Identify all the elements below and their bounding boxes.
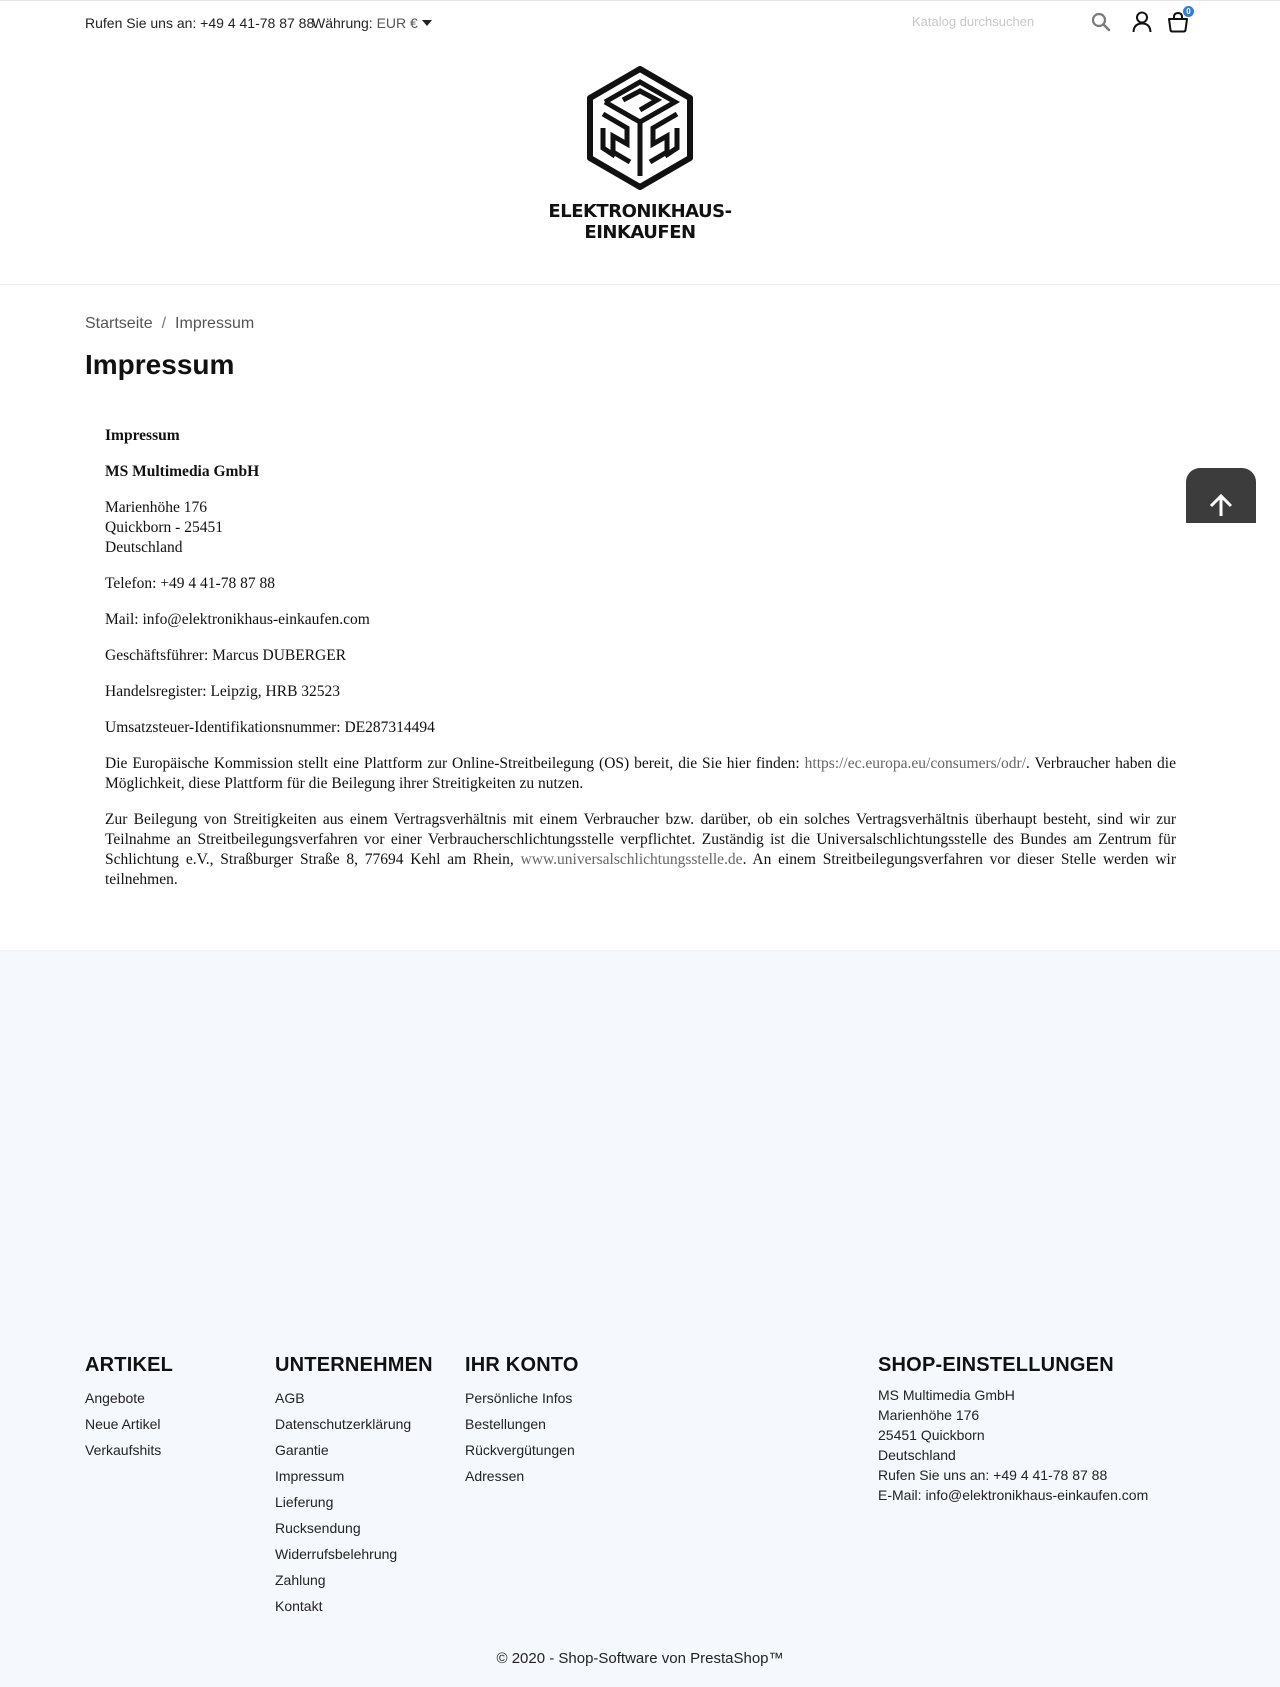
- footer-link[interactable]: Persönliche Infos: [465, 1390, 573, 1406]
- footer-link[interactable]: Rucksendung: [275, 1520, 361, 1536]
- os-link[interactable]: https://ec.europa.eu/consumers/odr/: [804, 755, 1026, 772]
- footer-link[interactable]: Rückvergütungen: [465, 1442, 575, 1458]
- shop-info-line: 25451 Quickborn: [878, 1427, 985, 1443]
- footer-heading: SHOP-EINSTELLUNGEN: [878, 1354, 1114, 1376]
- dispute-link[interactable]: www.universalschlichtungsstelle.de: [520, 851, 743, 868]
- footer-heading: ARTIKEL: [85, 1354, 174, 1376]
- search-icon[interactable]: [1090, 11, 1112, 33]
- os-text: Die Europäische Kommission stellt eine Plattform zur Online-Streitbeilegung (OS) bereit, die Sie hier finden:: [105, 755, 805, 772]
- page-title: Impressum: [85, 349, 235, 380]
- address-line: Deutschland: [105, 539, 183, 556]
- ceo-line: Geschäftsführer: Marcus DUBERGER: [105, 647, 347, 664]
- footer: [0, 950, 1280, 1687]
- shop-info: [878, 1385, 1148, 1505]
- shop-info-email[interactable]: E-Mail: info@elektronikhaus-einkaufen.com: [878, 1487, 1149, 1503]
- currency-selector[interactable]: [312, 15, 432, 31]
- footer-column-konto: [465, 1354, 579, 1489]
- phone-line: Telefon: +49 4 41-78 87 88: [105, 575, 275, 592]
- shop-info-line: MS Multimedia GmbH: [878, 1387, 1015, 1403]
- copyright[interactable]: © 2020 - Shop-Software von PrestaShop™: [496, 1650, 784, 1667]
- breadcrumb: [85, 315, 254, 333]
- logo-cube-icon: [585, 66, 695, 190]
- company-address: [105, 498, 1176, 558]
- footer-column-unternehmen: [275, 1354, 433, 1619]
- address-line: Marienhöhe 176: [105, 499, 208, 516]
- os-text-after: . Verbraucher haben die Möglichkeit, diese Plattform für die Beilegung ihrer Streitigkeiten zu nutzen.: [105, 755, 1176, 792]
- currency-label: Währung:: [312, 15, 373, 31]
- footer-link[interactable]: AGB: [275, 1390, 305, 1406]
- footer-heading: IHR KONTO: [465, 1354, 579, 1376]
- dispute-text: Zur Beilegung von Streitigkeiten aus einem Vertragsverhältnis mit einem Verbraucher bzw. darüber, ob ein solches Vertragsverhältnis überhaupt besteht, sind wir zur Teilnahme an Streitbeilegungsverfahren vor einer Verbraucherschlichtungsstelle verpflichtet. Zuständig ist die Universalschlichtungsstelle des Bundes am Zentrum für Schlichtung e.V., Straßburger Straße 8, 77694 Kehl am Rhein,: [105, 811, 1176, 868]
- shop-info-line: Deutschland: [878, 1447, 956, 1463]
- arrow-up-icon: [1186, 468, 1256, 523]
- shop-info-line: Rufen Sie uns an: +49 4 41-78 87 88: [878, 1467, 1108, 1483]
- footer-heading: UNTERNEHMEN: [275, 1354, 433, 1376]
- vat-line: Umsatzsteuer-Identifikationsnummer: DE287314494: [105, 719, 435, 736]
- contact-phone: Rufen Sie uns an: +49 4 41-78 87 88: [85, 15, 315, 31]
- logo-text: ELEKTRONIKHAUS-EINKAUFEN: [548, 201, 732, 243]
- caret-down-icon: [422, 20, 432, 26]
- scroll-to-top-button[interactable]: [1186, 468, 1256, 523]
- header-divider: [0, 284, 1280, 285]
- header-top-bar: [0, 0, 1280, 46]
- shop-info-line: Marienhöhe 176: [878, 1407, 980, 1423]
- os-paragraph: [105, 754, 1176, 794]
- search-input[interactable]: [912, 10, 1092, 32]
- content-heading: Impressum: [105, 427, 180, 444]
- footer-link[interactable]: Datenschutzerklärung: [275, 1416, 412, 1432]
- footer-link[interactable]: Angebote: [85, 1390, 145, 1406]
- cart-count-badge: 0: [1183, 6, 1194, 17]
- footer-link[interactable]: Neue Artikel: [85, 1416, 161, 1432]
- address-line: Quickborn - 25451: [105, 519, 223, 536]
- mail-line: Mail: info@elektronikhaus-einkaufen.com: [105, 611, 370, 628]
- footer-link[interactable]: Zahlung: [275, 1572, 326, 1588]
- footer-link[interactable]: Widerrufsbelehrung: [275, 1546, 398, 1562]
- footer-link[interactable]: Bestellungen: [465, 1416, 546, 1432]
- footer-link[interactable]: Kontakt: [275, 1598, 323, 1614]
- company-name: MS Multimedia GmbH: [105, 463, 260, 480]
- dispute-text-after: . An einem Streitbeilegungsverfahren vor dieser Stelle werden wir teilnehmen.: [105, 851, 1176, 888]
- dispute-paragraph: [105, 810, 1176, 890]
- user-icon[interactable]: [1131, 10, 1153, 34]
- breadcrumb-home[interactable]: Startseite: [85, 315, 153, 332]
- register-line: Handelsregister: Leipzig, HRB 32523: [105, 683, 341, 700]
- currency-value: EUR €: [376, 15, 418, 31]
- breadcrumb-separator: /: [161, 315, 167, 332]
- footer-column-shop: [878, 1354, 1148, 1505]
- footer-link[interactable]: Lieferung: [275, 1494, 334, 1510]
- footer-column-artikel: [85, 1354, 173, 1463]
- footer-link[interactable]: Impressum: [275, 1468, 345, 1484]
- footer-link[interactable]: Adressen: [465, 1468, 525, 1484]
- footer-link[interactable]: Garantie: [275, 1442, 329, 1458]
- footer-link[interactable]: Verkaufshits: [85, 1442, 162, 1458]
- breadcrumb-current[interactable]: Impressum: [175, 315, 255, 332]
- impressum-content: [105, 426, 1176, 906]
- site-logo[interactable]: [500, 66, 780, 243]
